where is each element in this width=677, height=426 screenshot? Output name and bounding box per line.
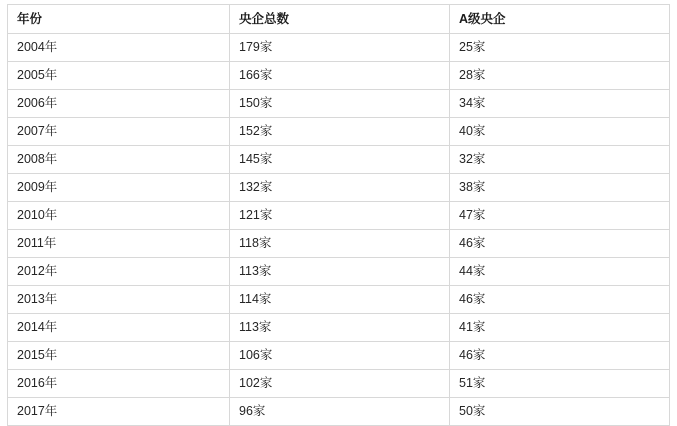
column-header-total: 央企总数 xyxy=(230,5,450,34)
cell-grade-a: 32家 xyxy=(450,146,670,174)
cell-year: 2014年 xyxy=(8,314,230,342)
table-row xyxy=(8,230,670,258)
table-row xyxy=(8,174,670,202)
cell-year: 2017年 xyxy=(8,398,230,426)
column-header-grade-a: A级央企 xyxy=(450,5,670,34)
cell-year: 2005年 xyxy=(8,62,230,90)
table-body xyxy=(8,34,670,426)
table-row xyxy=(8,314,670,342)
cell-total: 113家 xyxy=(230,314,450,342)
cell-total: 118家 xyxy=(230,230,450,258)
cell-grade-a: 51家 xyxy=(450,370,670,398)
cell-year: 2008年 xyxy=(8,146,230,174)
cell-grade-a: 38家 xyxy=(450,174,670,202)
cell-total: 96家 xyxy=(230,398,450,426)
table-row xyxy=(8,90,670,118)
table-row xyxy=(8,342,670,370)
cell-grade-a: 41家 xyxy=(450,314,670,342)
cell-grade-a: 46家 xyxy=(450,342,670,370)
cell-total: 113家 xyxy=(230,258,450,286)
cell-year: 2015年 xyxy=(8,342,230,370)
cell-grade-a: 44家 xyxy=(450,258,670,286)
cell-total: 150家 xyxy=(230,90,450,118)
table-row xyxy=(8,286,670,314)
cell-year: 2013年 xyxy=(8,286,230,314)
cell-total: 166家 xyxy=(230,62,450,90)
cell-total: 132家 xyxy=(230,174,450,202)
table-row xyxy=(8,34,670,62)
cell-total: 102家 xyxy=(230,370,450,398)
cell-year: 2006年 xyxy=(8,90,230,118)
cell-grade-a: 28家 xyxy=(450,62,670,90)
column-header-year: 年份 xyxy=(8,5,230,34)
cell-year: 2007年 xyxy=(8,118,230,146)
table-row xyxy=(8,202,670,230)
cell-total: 179家 xyxy=(230,34,450,62)
table-row xyxy=(8,146,670,174)
cell-year: 2012年 xyxy=(8,258,230,286)
cell-grade-a: 47家 xyxy=(450,202,670,230)
cell-total: 121家 xyxy=(230,202,450,230)
table-row xyxy=(8,258,670,286)
cell-grade-a: 34家 xyxy=(450,90,670,118)
cell-grade-a: 40家 xyxy=(450,118,670,146)
table-row xyxy=(8,370,670,398)
table-row xyxy=(8,118,670,146)
cell-year: 2010年 xyxy=(8,202,230,230)
cell-grade-a: 25家 xyxy=(450,34,670,62)
central-enterprises-table xyxy=(7,4,670,426)
table-header-row xyxy=(8,5,670,34)
cell-total: 152家 xyxy=(230,118,450,146)
cell-grade-a: 50家 xyxy=(450,398,670,426)
cell-year: 2016年 xyxy=(8,370,230,398)
cell-total: 114家 xyxy=(230,286,450,314)
cell-year: 2011年 xyxy=(8,230,230,258)
table-row xyxy=(8,398,670,426)
cell-year: 2004年 xyxy=(8,34,230,62)
cell-grade-a: 46家 xyxy=(450,230,670,258)
table-row xyxy=(8,62,670,90)
cell-total: 106家 xyxy=(230,342,450,370)
cell-grade-a: 46家 xyxy=(450,286,670,314)
cell-total: 145家 xyxy=(230,146,450,174)
cell-year: 2009年 xyxy=(8,174,230,202)
